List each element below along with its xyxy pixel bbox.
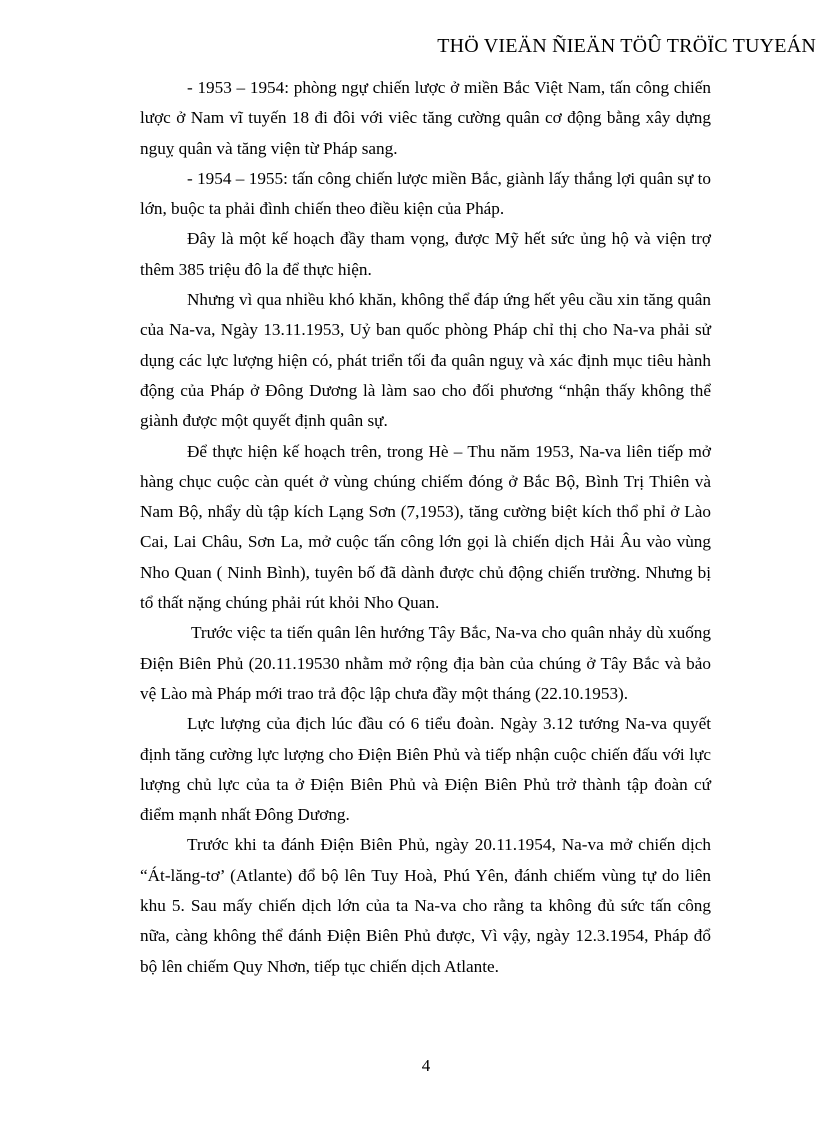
paragraph-4: Nhưng vì qua nhiều khó khăn, không thể đáp ứng hết yêu cầu xin tăng quân của Na-va, Ngày 13.11.1953, Uỷ ban quốc phòng Pháp chỉ thị cho Na-va phải sử dụng các lực lượng hiện có, phát triển tối đa quân nguỵ và xác định mục tiêu hành động của Pháp ở Đông Dương là làm sao cho đối phương “nhận thấy không thể giành được một quyết định quân sự. bbox=[140, 290, 711, 431]
page-number: 4 bbox=[421, 1056, 431, 1075]
paragraph-8: Trước khi ta đánh Điện Biên Phủ, ngày 20.11.1954, Na-va mở chiến dịch “Át-lăng-tơ’ (Atlante) đổ bộ lên Tuy Hoà, Phú Yên, đánh chiếm vùng tự do liên khu 5. Sau mấy chiến dịch lớn của ta Na-va cho rằng ta không đủ sức tấn công nữa, càng không thể đánh Điện Biên Phủ được, Vì vậy, ngày 12.3.1954, Pháp đổ bộ lên chiếm Quy Nhơn, tiếp tục chiến dịch Atlante. bbox=[140, 835, 711, 976]
paragraph-5: Để thực hiện kế hoạch trên, trong Hè – Thu năm 1953, Na-va liên tiếp mở hàng chục cuộc càn quét ở vùng chúng chiếm đóng ở Bắc Bộ, Bình Trị Thiên và Nam Bộ, nhẩy dù tập kích Lạng Sơn (7,1953), tăng cường biệt kích thổ phỉ ở Lào Cai, Lai Châu, Sơn La, mở cuộc tấn công lớn gọi là chiến dịch Hải Âu vào vùng Nho Quan ( Ninh Bình), tuyên bố đã dành được chủ động chiến trường. Nhưng bị tổ thất nặng chúng phải rút khỏi Nho Quan. bbox=[140, 441, 711, 613]
paragraph-2: - 1954 – 1955: tấn công chiến lược miền Bắc, giành lấy thắng lợi quân sự to lớn, buộc ta phải đình chiến theo điều kiện của Pháp. bbox=[140, 168, 711, 219]
body-text bbox=[140, 73, 711, 982]
paragraph-6: Trước việc ta tiến quân lên hướng Tây Bắc, Na-va cho quân nhảy dù xuống Điện Biên Phủ (20.11.19530 nhằm mở rộng địa bàn của chúng ở Tây Bắc và bảo vệ Lào mà Pháp mới trao trả độc lập chưa đầy một tháng (22.10.1953). bbox=[140, 623, 711, 703]
page-header: THÖ VIEÄN ÑIEÄN TÖÛ TRÖÏC TUYEÁN bbox=[437, 35, 816, 57]
paragraph-1: - 1953 – 1954: phòng ngự chiến lược ở miền Bắc Việt Nam, tấn công chiến lược ở Nam vĩ tuyến 18 đi đôi với viêc tăng cường quân cơ động bằng xây dựng nguỵ quân và tăng viện từ Pháp sang. bbox=[140, 78, 711, 158]
paragraph-7: Lực lượng của địch lúc đầu có 6 tiểu đoàn. Ngày 3.12 tướng Na-va quyết định tăng cường lực lượng cho Điện Biên Phủ và tiếp nhận cuộc chiến đấu với lực lượng chủ lực của ta ở Điện Biên Phủ và Điện Biên Phủ trở thành tập đoàn cứ điểm mạnh nhất Đông Dương. bbox=[140, 714, 711, 825]
paragraph-3: Đây là một kế hoạch đầy tham vọng, được Mỹ hết sức ủng hộ và viện trợ thêm 385 triệu đô la để thực hiện. bbox=[140, 229, 711, 279]
